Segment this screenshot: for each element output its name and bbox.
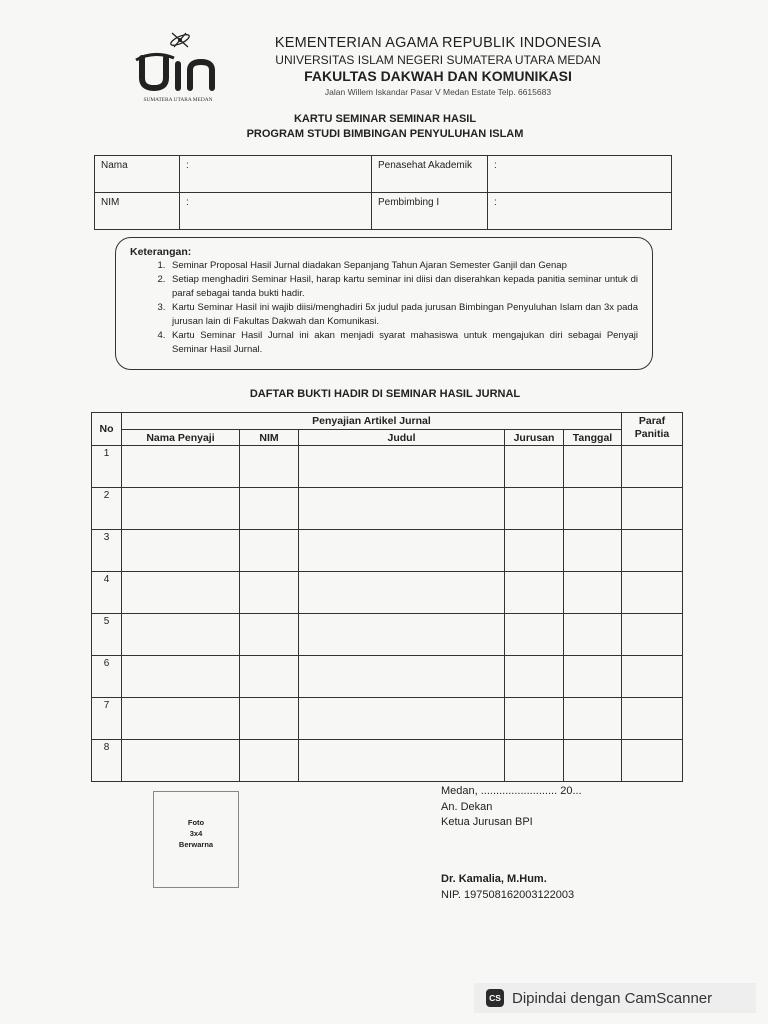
- table-row: [92, 698, 683, 740]
- keterangan-item: 2. Setiap menghadiri Seminar Hasil, harap kartu seminar ini diisi dan diserahkan kepada panitia seminar untuk di paraf sebagai tanda bukti hadir.: [168, 273, 638, 301]
- attendance-table: [91, 412, 683, 782]
- nama-cell[interactable]: [122, 530, 240, 572]
- penasehat-field[interactable]: :: [488, 156, 672, 193]
- col-nim-header: NIM: [240, 430, 299, 446]
- jurusan-cell[interactable]: [505, 530, 564, 572]
- jurusan-cell[interactable]: [505, 740, 564, 782]
- signer-nip: NIP. 197508162003122003: [441, 889, 575, 901]
- faculty-address: Jalan Willem Iskandar Pasar V Medan Estate Telp. 6615683: [324, 87, 552, 97]
- paraf-cell[interactable]: [622, 614, 683, 656]
- keterangan-item: 1. Seminar Proposal Hasil Jurnal diadakan Sepanjang Tahun Ajaran Semester Ganjil dan Genap: [168, 259, 638, 273]
- row-number: 8: [92, 740, 122, 782]
- col-paraf-header: Paraf Panitia: [622, 413, 683, 446]
- row-number: 4: [92, 572, 122, 614]
- group-header: Penyajian Artikel Jurnal: [122, 413, 622, 430]
- ministry-name: KEMENTERIAN AGAMA REPUBLIK INDONESIA: [274, 35, 602, 51]
- attendance-header-row-1: [92, 413, 683, 430]
- tanggal-cell[interactable]: [564, 572, 622, 614]
- nim-cell[interactable]: [240, 530, 299, 572]
- tanggal-cell[interactable]: [564, 530, 622, 572]
- jurusan-cell[interactable]: [505, 446, 564, 488]
- row-number: 6: [92, 656, 122, 698]
- keterangan-title: Keterangan:: [130, 246, 192, 258]
- row-number: 5: [92, 614, 122, 656]
- tanggal-cell[interactable]: [564, 740, 622, 782]
- nim-cell[interactable]: [240, 572, 299, 614]
- card-title: KARTU SEMINAR SEMINAR HASIL: [293, 113, 477, 125]
- place-date: Medan, ......................... 20...: [441, 785, 582, 797]
- judul-cell[interactable]: [299, 698, 505, 740]
- nama-field[interactable]: :: [180, 156, 372, 193]
- camscanner-watermark: [474, 983, 756, 1013]
- nama-cell[interactable]: [122, 740, 240, 782]
- judul-cell[interactable]: [299, 530, 505, 572]
- pembimbing-label: Pembimbing I: [372, 193, 488, 230]
- nama-cell[interactable]: [122, 656, 240, 698]
- judul-cell[interactable]: [299, 740, 505, 782]
- nim-field[interactable]: :: [180, 193, 372, 230]
- nim-cell[interactable]: [240, 698, 299, 740]
- tanggal-cell[interactable]: [564, 614, 622, 656]
- nama-cell[interactable]: [122, 698, 240, 740]
- judul-cell[interactable]: [299, 614, 505, 656]
- jurusan-cell[interactable]: [505, 614, 564, 656]
- signer-role: Ketua Jurusan BPI: [441, 816, 533, 828]
- paraf-cell[interactable]: [622, 446, 683, 488]
- paraf-cell[interactable]: [622, 530, 683, 572]
- signer-name: Dr. Kamalia, M.Hum.: [441, 873, 547, 885]
- keterangan-box: [115, 237, 653, 370]
- penasehat-label: Penasehat Akademik: [372, 156, 488, 193]
- camscanner-text: Dipindai dengan CamScanner: [512, 989, 713, 1007]
- attendance-title: DAFTAR BUKTI HADIR DI SEMINAR HASIL JURNAL: [249, 388, 521, 400]
- nim-cell[interactable]: [240, 614, 299, 656]
- pembimbing-field[interactable]: :: [488, 193, 672, 230]
- judul-cell[interactable]: [299, 446, 505, 488]
- judul-cell[interactable]: [299, 656, 505, 698]
- col-jurusan-header: Jurusan: [505, 430, 564, 446]
- keterangan-list: [130, 259, 638, 357]
- nama-cell[interactable]: [122, 446, 240, 488]
- table-row: [92, 572, 683, 614]
- keterangan-item: 4. Kartu Seminar Hasil Jurnal ini akan menjadi syarat mahasiswa untuk mengajukan diri sebagai Penyaji Seminar Hasil Jurnal.: [168, 329, 638, 357]
- program-title: PROGRAM STUDI BIMBINGAN PENYULUHAN ISLAM: [246, 128, 524, 140]
- row-number: 7: [92, 698, 122, 740]
- jurusan-cell[interactable]: [505, 572, 564, 614]
- attendance-body: [92, 446, 683, 782]
- judul-cell[interactable]: [299, 572, 505, 614]
- table-row: [92, 446, 683, 488]
- row-number: 2: [92, 488, 122, 530]
- info-row-2: [95, 193, 672, 230]
- table-row: [92, 614, 683, 656]
- logo-caption: SUMATERA UTARA MEDAN: [143, 97, 213, 103]
- paraf-cell[interactable]: [622, 572, 683, 614]
- photo-placeholder: [153, 791, 239, 888]
- photo-size: 3x4: [189, 829, 203, 838]
- photo-label: Foto: [187, 818, 205, 827]
- tanggal-cell[interactable]: [564, 698, 622, 740]
- row-number: 3: [92, 530, 122, 572]
- nim-cell[interactable]: [240, 488, 299, 530]
- jurusan-cell[interactable]: [505, 656, 564, 698]
- paraf-cell[interactable]: [622, 488, 683, 530]
- col-no-header: No: [92, 413, 122, 446]
- paraf-cell[interactable]: [622, 656, 683, 698]
- jurusan-cell[interactable]: [505, 488, 564, 530]
- uin-logo: [128, 28, 228, 108]
- row-number: 1: [92, 446, 122, 488]
- judul-cell[interactable]: [299, 488, 505, 530]
- nama-cell[interactable]: [122, 614, 240, 656]
- col-tanggal-header: Tanggal: [564, 430, 622, 446]
- nim-cell[interactable]: [240, 740, 299, 782]
- student-info-table: [94, 155, 672, 230]
- faculty-name: FAKULTAS DAKWAH DAN KOMUNIKASI: [304, 68, 572, 84]
- table-row: [92, 656, 683, 698]
- tanggal-cell[interactable]: [564, 656, 622, 698]
- col-nama-header: Nama Penyaji: [122, 430, 240, 446]
- table-row: [92, 740, 683, 782]
- camscanner-icon: CS: [486, 989, 504, 1007]
- jurusan-cell[interactable]: [505, 698, 564, 740]
- university-name: UNIVERSITAS ISLAM NEGERI SUMATERA UTARA MEDAN: [275, 53, 601, 67]
- table-row: [92, 530, 683, 572]
- paraf-cell[interactable]: [622, 698, 683, 740]
- tanggal-cell[interactable]: [564, 488, 622, 530]
- attendance-header-row-2: [92, 430, 683, 446]
- paraf-cell[interactable]: [622, 740, 683, 782]
- tanggal-cell[interactable]: [564, 446, 622, 488]
- info-row-1: [95, 156, 672, 193]
- col-judul-header: Judul: [299, 430, 505, 446]
- photo-color: Berwarna: [178, 840, 214, 849]
- nama-cell[interactable]: [122, 572, 240, 614]
- an-dekan: An. Dekan: [441, 801, 493, 813]
- nim-cell[interactable]: [240, 446, 299, 488]
- nim-label: NIM: [95, 193, 180, 230]
- keterangan-item: 3. Kartu Seminar Hasil ini wajib diisi/menghadiri 5x judul pada jurusan Bimbingan Penyuluhan Islam dan 3x pada jurusan lain di Fakultas Dakwah dan Komunikasi.: [168, 301, 638, 329]
- nim-cell[interactable]: [240, 656, 299, 698]
- nama-label: Nama: [95, 156, 180, 193]
- nama-cell[interactable]: [122, 488, 240, 530]
- table-row: [92, 488, 683, 530]
